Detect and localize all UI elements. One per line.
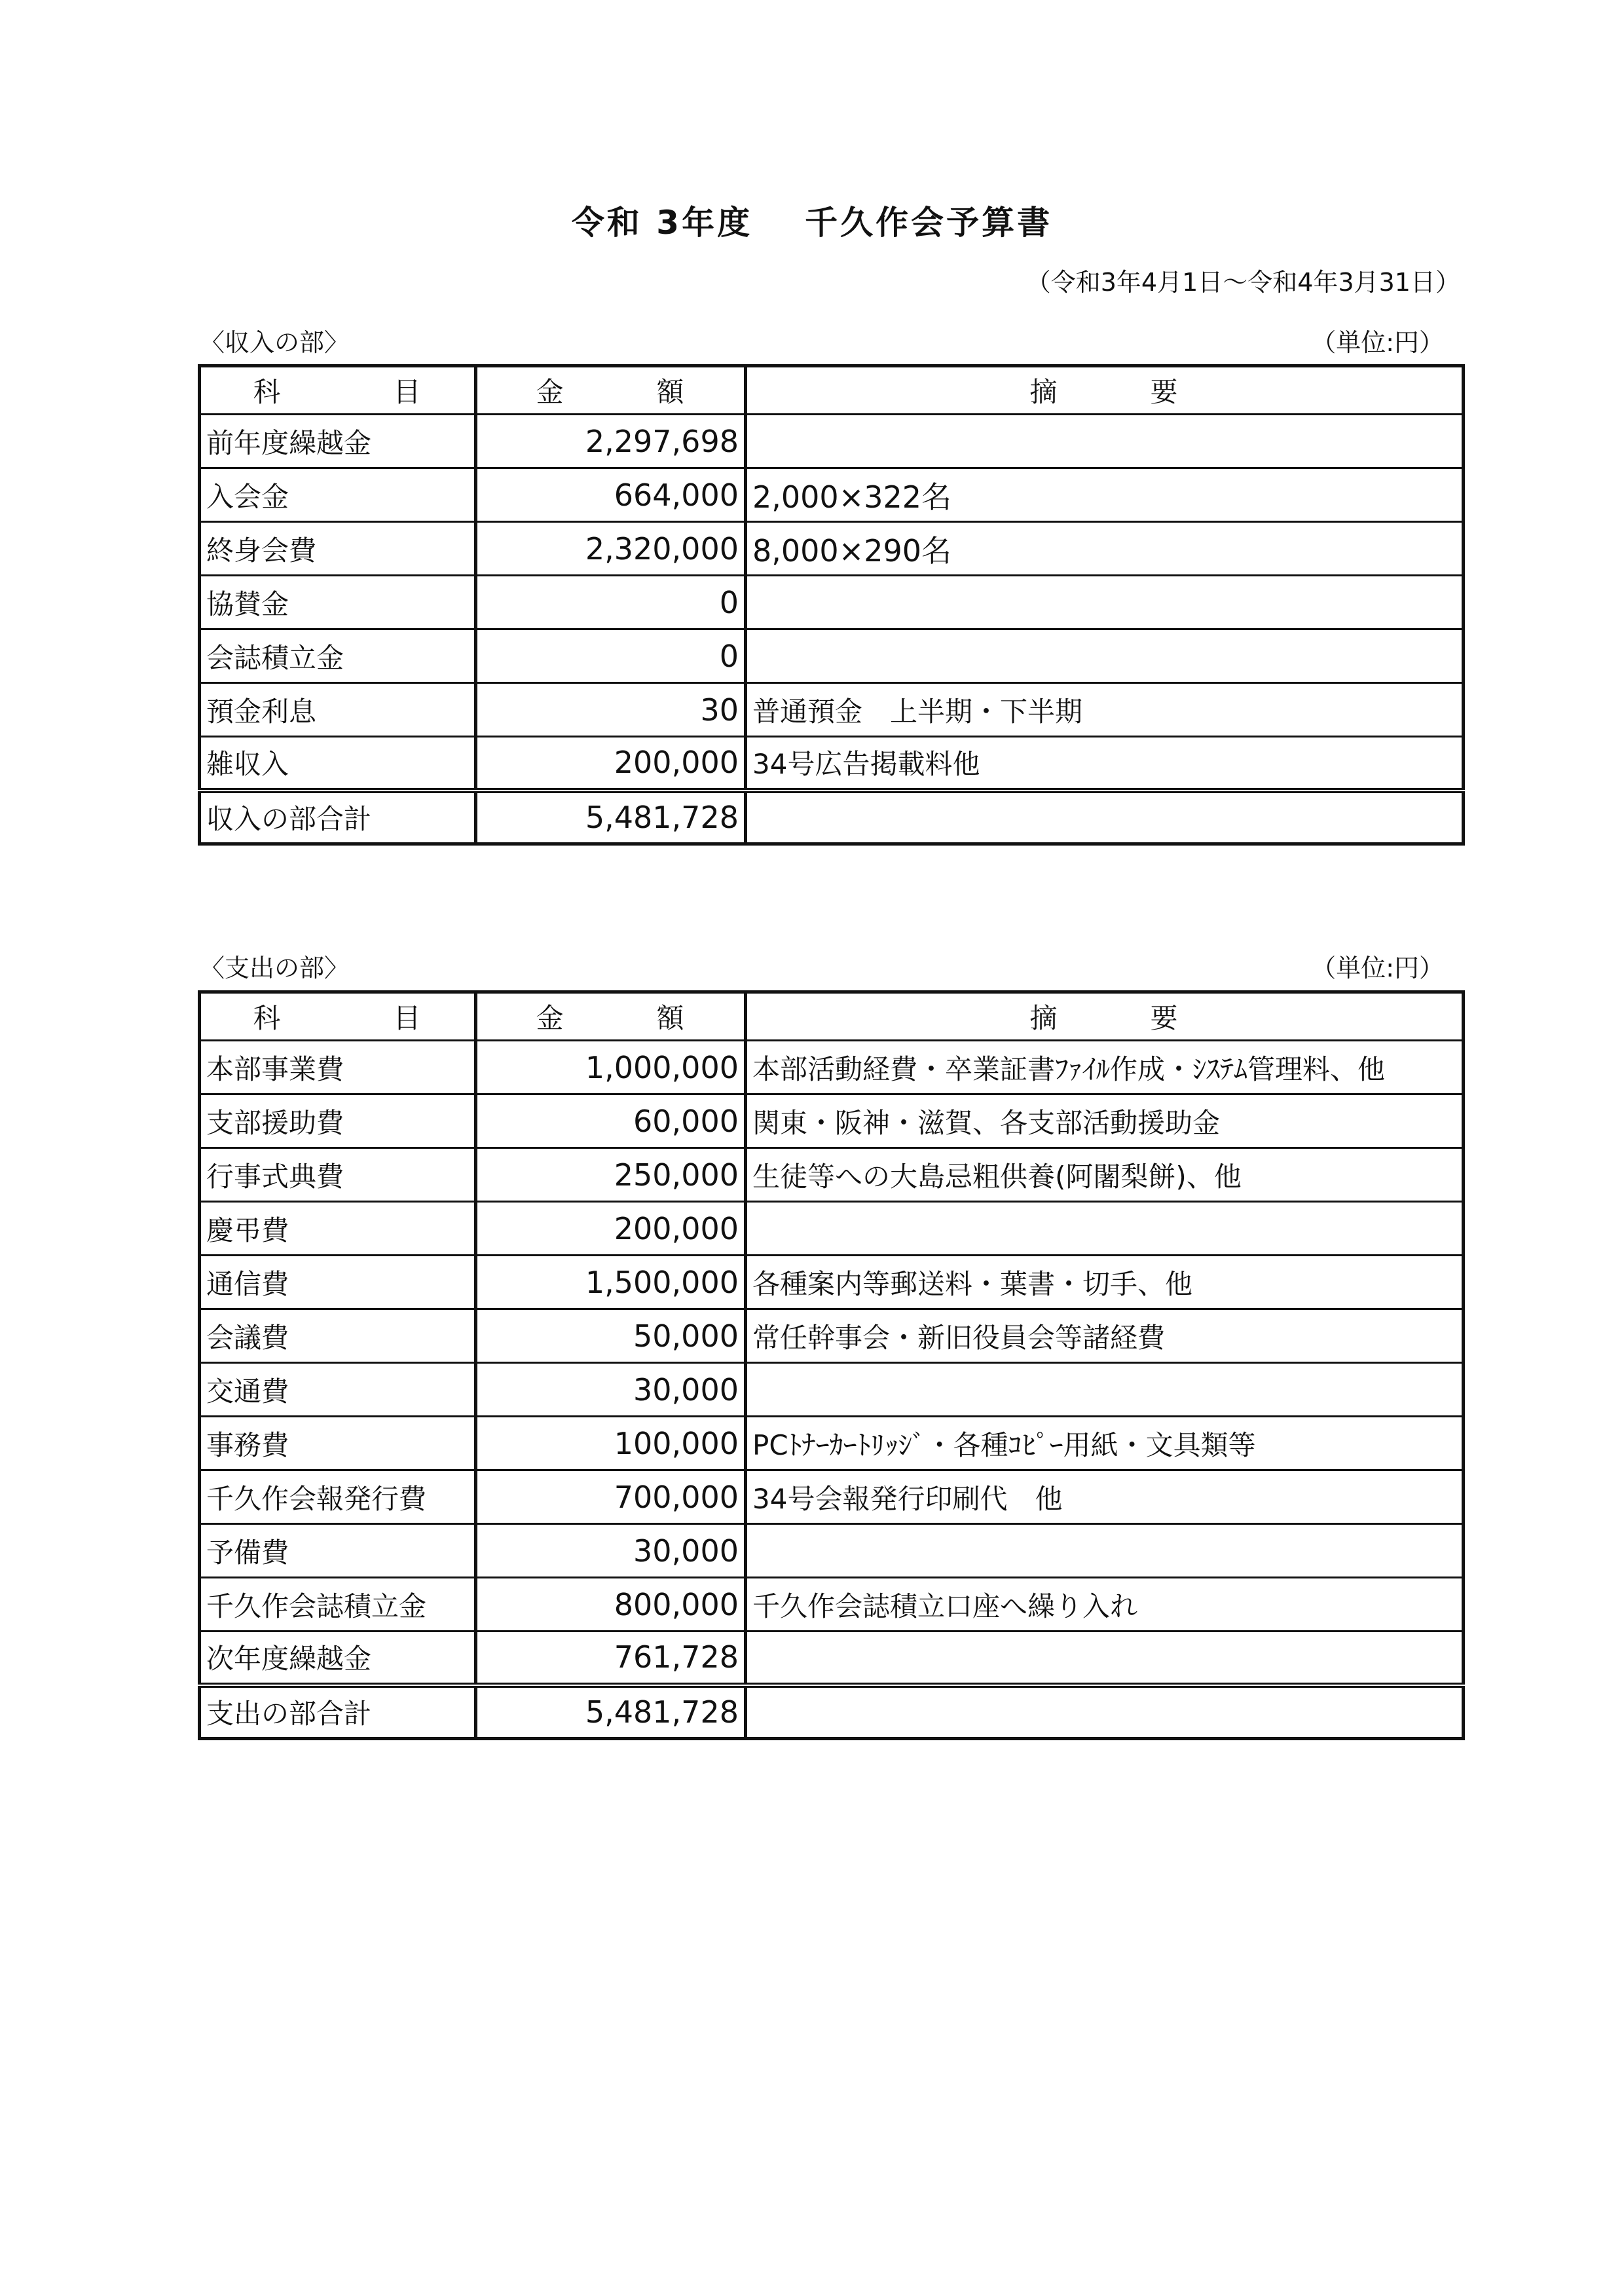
row-note: 8,000×290名 <box>746 522 1464 576</box>
table-row <box>200 1524 1464 1578</box>
row-amount: 2,297,698 <box>476 415 746 468</box>
row-note: 千久作会誌積立口座へ繰り入れ <box>746 1578 1464 1632</box>
header-item: 科 目 <box>200 366 476 415</box>
row-note: 関東・阪神・滋賀、各支部活動援助金 <box>746 1094 1464 1148</box>
expense-table <box>198 990 1465 1740</box>
row-amount: 200,000 <box>476 737 746 791</box>
expense-section-label: 〈支出の部〉 <box>200 954 350 982</box>
row-amount: 0 <box>476 629 746 683</box>
table-row <box>200 468 1464 522</box>
table-row <box>200 1148 1464 1202</box>
row-item: 前年度繰越金 <box>200 415 476 468</box>
income-section-label: 〈収入の部〉 <box>200 328 350 357</box>
row-amount: 100,000 <box>476 1417 746 1470</box>
row-note <box>746 1363 1464 1417</box>
row-note: 生徒等への大島忌粗供養(阿闍梨餅)、他 <box>746 1148 1464 1202</box>
row-item: 行事式典費 <box>200 1148 476 1202</box>
row-note: 常任幹事会・新旧役員会等諸経費 <box>746 1309 1464 1363</box>
table-row <box>200 1202 1464 1256</box>
row-amount: 664,000 <box>476 468 746 522</box>
title-name: 千久作会予算書 <box>805 204 1053 242</box>
table-row <box>200 1363 1464 1417</box>
table-row <box>200 1041 1464 1094</box>
row-item: 預金利息 <box>200 683 476 737</box>
row-item: 協賛金 <box>200 576 476 629</box>
row-note: PCﾄﾅｰｶｰﾄﾘｯｼﾞ・各種ｺﾋﾟｰ用紙・文具類等 <box>746 1417 1464 1470</box>
row-item: 入会金 <box>200 468 476 522</box>
row-amount: 761,728 <box>476 1632 746 1685</box>
row-amount: 60,000 <box>476 1094 746 1148</box>
expense-total-row <box>200 1685 1464 1739</box>
table-row <box>200 522 1464 576</box>
row-amount: 2,320,000 <box>476 522 746 576</box>
row-note <box>746 415 1464 468</box>
income-header-row <box>200 366 1464 415</box>
row-item: 千久作会報発行費 <box>200 1470 476 1524</box>
document-title <box>0 196 1624 244</box>
total-amount: 5,481,728 <box>476 1685 746 1739</box>
table-row <box>200 576 1464 629</box>
total-item: 収入の部合計 <box>200 791 476 844</box>
table-row <box>200 1256 1464 1309</box>
row-item: 予備費 <box>200 1524 476 1578</box>
row-amount: 0 <box>476 576 746 629</box>
header-note: 摘 要 <box>746 366 1464 415</box>
row-item: 千久作会誌積立金 <box>200 1578 476 1632</box>
row-amount: 250,000 <box>476 1148 746 1202</box>
row-amount: 700,000 <box>476 1470 746 1524</box>
table-row <box>200 1578 1464 1632</box>
table-row <box>200 1309 1464 1363</box>
income-unit-label: （単位:円） <box>1311 328 1444 357</box>
income-total-row <box>200 791 1464 844</box>
total-amount: 5,481,728 <box>476 791 746 844</box>
row-item: 会議費 <box>200 1309 476 1363</box>
row-note <box>746 629 1464 683</box>
row-item: 慶弔費 <box>200 1202 476 1256</box>
income-table <box>198 364 1465 846</box>
row-amount: 30,000 <box>476 1363 746 1417</box>
table-row <box>200 737 1464 791</box>
row-item: 交通費 <box>200 1363 476 1417</box>
header-amount: 金 額 <box>476 366 746 415</box>
header-item: 科 目 <box>200 992 476 1041</box>
row-note: 各種案内等郵送料・葉書・切手、他 <box>746 1256 1464 1309</box>
row-note: 34号広告掲載料他 <box>746 737 1464 791</box>
header-note: 摘 要 <box>746 992 1464 1041</box>
row-item: 本部事業費 <box>200 1041 476 1094</box>
budget-period: （令和3年4月1日～令和4年3月31日） <box>1025 268 1460 297</box>
table-row <box>200 1632 1464 1685</box>
table-row <box>200 683 1464 737</box>
row-note <box>746 1524 1464 1578</box>
table-row <box>200 629 1464 683</box>
row-amount: 200,000 <box>476 1202 746 1256</box>
row-note <box>746 576 1464 629</box>
table-row <box>200 1417 1464 1470</box>
row-amount: 50,000 <box>476 1309 746 1363</box>
title-fiscal-year: 令和 3年度 <box>571 204 753 242</box>
table-row <box>200 1470 1464 1524</box>
row-amount: 800,000 <box>476 1578 746 1632</box>
row-item: 会誌積立金 <box>200 629 476 683</box>
row-amount: 30 <box>476 683 746 737</box>
row-item: 終身会費 <box>200 522 476 576</box>
row-note: 34号会報発行印刷代 他 <box>746 1470 1464 1524</box>
row-item: 雑収入 <box>200 737 476 791</box>
row-note <box>746 1632 1464 1685</box>
table-row <box>200 415 1464 468</box>
total-note <box>746 1685 1464 1739</box>
expense-unit-label: （単位:円） <box>1311 954 1444 982</box>
row-note <box>746 1202 1464 1256</box>
row-item: 通信費 <box>200 1256 476 1309</box>
row-note: 本部活動経費・卒業証書ﾌｧｲﾙ作成・ｼｽﾃﾑ管理料、他 <box>746 1041 1464 1094</box>
row-item: 事務費 <box>200 1417 476 1470</box>
row-amount: 1,500,000 <box>476 1256 746 1309</box>
header-amount: 金 額 <box>476 992 746 1041</box>
total-note <box>746 791 1464 844</box>
row-amount: 1,000,000 <box>476 1041 746 1094</box>
row-item: 支部援助費 <box>200 1094 476 1148</box>
row-item: 次年度繰越金 <box>200 1632 476 1685</box>
table-row <box>200 1094 1464 1148</box>
row-amount: 30,000 <box>476 1524 746 1578</box>
total-item: 支出の部合計 <box>200 1685 476 1739</box>
row-note: 普通預金 上半期・下半期 <box>746 683 1464 737</box>
expense-header-row <box>200 992 1464 1041</box>
row-note: 2,000×322名 <box>746 468 1464 522</box>
